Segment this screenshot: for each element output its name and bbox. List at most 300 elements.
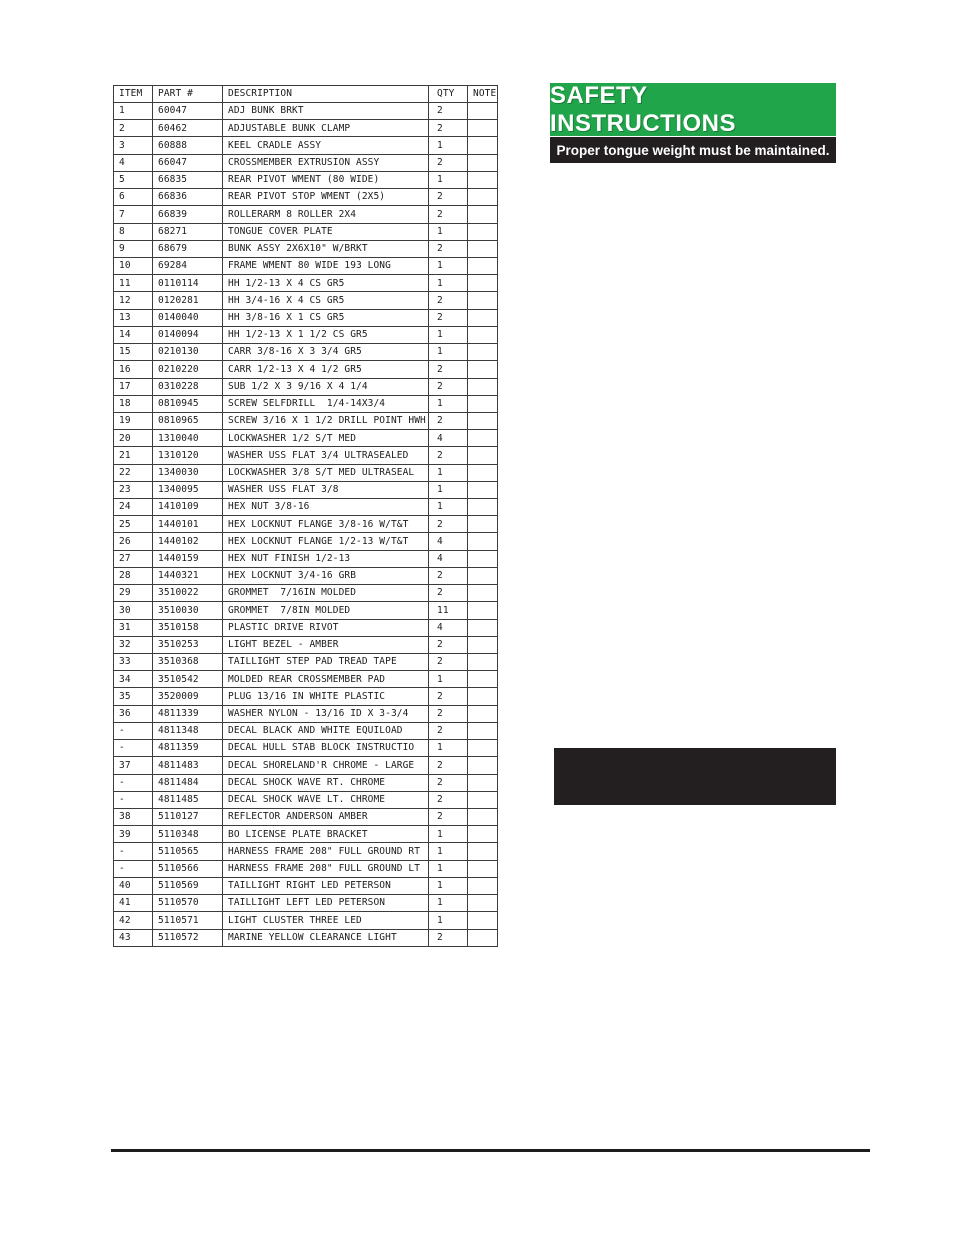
table-cell xyxy=(468,705,498,722)
table-cell xyxy=(468,171,498,188)
table-cell: 0140040 xyxy=(153,309,223,326)
table-cell: ADJUSTABLE BUNK CLAMP xyxy=(223,120,429,137)
table-row xyxy=(114,223,498,240)
parts-table xyxy=(113,85,498,947)
table-cell: 3510158 xyxy=(153,619,223,636)
table-cell: KEEL CRADLE ASSY xyxy=(223,137,429,154)
table-cell: 35 xyxy=(114,688,153,705)
table-cell: - xyxy=(114,740,153,757)
table-row xyxy=(114,516,498,533)
table-row xyxy=(114,722,498,739)
table-cell xyxy=(468,619,498,636)
table-cell: 36 xyxy=(114,705,153,722)
table-row xyxy=(114,791,498,808)
table-cell: 26 xyxy=(114,533,153,550)
table-cell: 11 xyxy=(429,602,468,619)
table-cell: 1440321 xyxy=(153,567,223,584)
table-cell: GROMMET 7/16IN MOLDED xyxy=(223,585,429,602)
table-cell: 1440159 xyxy=(153,550,223,567)
table-cell: 1 xyxy=(429,275,468,292)
table-cell: LOCKWASHER 3/8 S/T MED ULTRASEAL xyxy=(223,464,429,481)
table-cell: 29 xyxy=(114,585,153,602)
table-cell: HEX LOCKNUT FLANGE 1/2-13 W/T&T xyxy=(223,533,429,550)
table-cell: 66839 xyxy=(153,206,223,223)
table-cell: 2 xyxy=(114,120,153,137)
table-row xyxy=(114,206,498,223)
table-cell: 1 xyxy=(429,326,468,343)
table-cell: 21 xyxy=(114,447,153,464)
table-cell: 3510022 xyxy=(153,585,223,602)
table-row xyxy=(114,344,498,361)
table-cell: 2 xyxy=(429,516,468,533)
table-cell: TAILLIGHT STEP PAD TREAD TAPE xyxy=(223,654,429,671)
table-cell xyxy=(468,378,498,395)
table-row xyxy=(114,292,498,309)
table-cell: 1310040 xyxy=(153,430,223,447)
table-cell: 1 xyxy=(429,137,468,154)
table-cell: 0120281 xyxy=(153,292,223,309)
table-cell: CARR 3/8-16 X 3 3/4 GR5 xyxy=(223,344,429,361)
table-cell: 1 xyxy=(429,912,468,929)
table-row xyxy=(114,240,498,257)
table-cell: 2 xyxy=(429,688,468,705)
table-cell xyxy=(468,189,498,206)
table-header-cell: ITEM xyxy=(114,86,153,103)
table-cell: TAILLIGHT LEFT LED PETERSON xyxy=(223,895,429,912)
table-cell: HH 3/4-16 X 4 CS GR5 xyxy=(223,292,429,309)
table-cell xyxy=(468,860,498,877)
table-cell xyxy=(468,774,498,791)
table-cell: 66835 xyxy=(153,171,223,188)
table-row xyxy=(114,120,498,137)
table-cell xyxy=(468,808,498,825)
table-cell: 22 xyxy=(114,464,153,481)
table-cell: LIGHT BEZEL - AMBER xyxy=(223,636,429,653)
table-header-row xyxy=(114,86,498,103)
table-cell xyxy=(468,206,498,223)
table-cell xyxy=(468,499,498,516)
table-row xyxy=(114,447,498,464)
table-cell: 1 xyxy=(429,860,468,877)
table-row xyxy=(114,636,498,653)
table-row xyxy=(114,619,498,636)
table-cell: 1 xyxy=(429,344,468,361)
table-row xyxy=(114,412,498,429)
table-cell: 4811484 xyxy=(153,774,223,791)
table-cell: REFLECTOR ANDERSON AMBER xyxy=(223,808,429,825)
table-cell xyxy=(468,412,498,429)
table-cell: 2 xyxy=(429,636,468,653)
table-cell: HH 1/2-13 X 1 1/2 CS GR5 xyxy=(223,326,429,343)
table-row xyxy=(114,137,498,154)
safety-banner-title: SAFETY INSTRUCTIONS xyxy=(550,83,836,136)
table-cell: 28 xyxy=(114,567,153,584)
table-cell: CROSSMEMBER EXTRUSION ASSY xyxy=(223,154,429,171)
table-cell: 2 xyxy=(429,412,468,429)
table-cell xyxy=(468,516,498,533)
table-row xyxy=(114,895,498,912)
table-cell xyxy=(468,120,498,137)
table-cell: DECAL BLACK AND WHITE EQUILOAD xyxy=(223,722,429,739)
table-cell: MARINE YELLOW CLEARANCE LIGHT xyxy=(223,929,429,947)
redacted-black-box xyxy=(554,748,836,805)
table-cell: 1440102 xyxy=(153,533,223,550)
table-cell: 4 xyxy=(429,619,468,636)
table-cell: 14 xyxy=(114,326,153,343)
table-cell: 4811348 xyxy=(153,722,223,739)
table-cell: HARNESS FRAME 208" FULL GROUND RT xyxy=(223,843,429,860)
table-cell: PLASTIC DRIVE RIVOT xyxy=(223,619,429,636)
table-cell: 25 xyxy=(114,516,153,533)
table-cell: 1410109 xyxy=(153,499,223,516)
table-cell xyxy=(468,240,498,257)
table-cell: 2 xyxy=(429,929,468,947)
table-cell: WASHER NYLON - 13/16 ID X 3-3/4 xyxy=(223,705,429,722)
safety-banner xyxy=(550,83,836,163)
table-cell: 1 xyxy=(429,671,468,688)
table-row xyxy=(114,877,498,894)
table-cell xyxy=(468,843,498,860)
table-cell: 3510542 xyxy=(153,671,223,688)
table-cell xyxy=(468,671,498,688)
table-cell: 2 xyxy=(429,567,468,584)
table-cell: 1 xyxy=(429,499,468,516)
table-cell: HARNESS FRAME 208" FULL GROUND LT xyxy=(223,860,429,877)
safety-banner-subtitle: Proper tongue weight must be maintained. xyxy=(550,137,836,163)
table-cell: 4811359 xyxy=(153,740,223,757)
table-cell: 18 xyxy=(114,395,153,412)
table-cell: 60888 xyxy=(153,137,223,154)
parts-table-body xyxy=(114,103,498,947)
table-cell xyxy=(468,447,498,464)
table-cell: 0810965 xyxy=(153,412,223,429)
table-cell: 20 xyxy=(114,430,153,447)
table-row xyxy=(114,826,498,843)
table-cell xyxy=(468,464,498,481)
table-cell: 5110572 xyxy=(153,929,223,947)
table-row xyxy=(114,257,498,274)
table-cell xyxy=(468,740,498,757)
table-cell: GROMMET 7/8IN MOLDED xyxy=(223,602,429,619)
table-cell: 69284 xyxy=(153,257,223,274)
table-cell: - xyxy=(114,791,153,808)
table-cell: 2 xyxy=(429,774,468,791)
table-cell: 2 xyxy=(429,791,468,808)
table-cell: 30 xyxy=(114,602,153,619)
table-cell: 43 xyxy=(114,929,153,947)
table-cell xyxy=(468,826,498,843)
footer-rule xyxy=(111,1149,870,1152)
table-cell xyxy=(468,154,498,171)
table-cell: 1 xyxy=(429,843,468,860)
table-cell: 68679 xyxy=(153,240,223,257)
table-cell: 19 xyxy=(114,412,153,429)
table-cell: 1 xyxy=(429,826,468,843)
table-cell: REAR PIVOT WMENT (80 WIDE) xyxy=(223,171,429,188)
table-cell: 1 xyxy=(114,103,153,120)
table-row xyxy=(114,688,498,705)
table-cell xyxy=(468,550,498,567)
table-cell: 39 xyxy=(114,826,153,843)
table-cell: 5110570 xyxy=(153,895,223,912)
table-cell: TONGUE COVER PLATE xyxy=(223,223,429,240)
table-cell xyxy=(468,585,498,602)
table-cell: 2 xyxy=(429,585,468,602)
table-cell: 42 xyxy=(114,912,153,929)
table-cell xyxy=(468,103,498,120)
table-cell: 60047 xyxy=(153,103,223,120)
table-cell: BUNK ASSY 2X6X10" W/BRKT xyxy=(223,240,429,257)
table-cell: 2 xyxy=(429,189,468,206)
table-cell xyxy=(468,688,498,705)
table-cell: 7 xyxy=(114,206,153,223)
table-cell: 4811485 xyxy=(153,791,223,808)
table-cell: - xyxy=(114,722,153,739)
table-row xyxy=(114,326,498,343)
table-cell xyxy=(468,877,498,894)
table-cell: 2 xyxy=(429,447,468,464)
table-cell: 38 xyxy=(114,808,153,825)
table-cell: 5110127 xyxy=(153,808,223,825)
table-cell: 68271 xyxy=(153,223,223,240)
table-cell xyxy=(468,722,498,739)
table-cell: 5110571 xyxy=(153,912,223,929)
table-cell: HEX NUT 3/8-16 xyxy=(223,499,429,516)
table-row xyxy=(114,774,498,791)
table-row xyxy=(114,533,498,550)
table-cell: 0310228 xyxy=(153,378,223,395)
table-cell: 1 xyxy=(429,895,468,912)
table-row xyxy=(114,378,498,395)
table-cell xyxy=(468,895,498,912)
table-cell xyxy=(468,344,498,361)
table-row xyxy=(114,481,498,498)
table-cell: 31 xyxy=(114,619,153,636)
table-cell: 2 xyxy=(429,722,468,739)
table-cell: 2 xyxy=(429,240,468,257)
table-cell xyxy=(468,636,498,653)
table-cell: LIGHT CLUSTER THREE LED xyxy=(223,912,429,929)
table-cell: DECAL SHOCK WAVE RT. CHROME xyxy=(223,774,429,791)
table-cell: 4 xyxy=(429,533,468,550)
table-cell xyxy=(468,757,498,774)
table-cell: 5110565 xyxy=(153,843,223,860)
table-row xyxy=(114,567,498,584)
table-cell: PLUG 13/16 IN WHITE PLASTIC xyxy=(223,688,429,705)
table-cell: 2 xyxy=(429,378,468,395)
table-cell: FRAME WMENT 80 WIDE 193 LONG xyxy=(223,257,429,274)
table-cell: 0210220 xyxy=(153,361,223,378)
table-cell: 2 xyxy=(429,705,468,722)
table-cell: 33 xyxy=(114,654,153,671)
table-row xyxy=(114,550,498,567)
table-cell: 3 xyxy=(114,137,153,154)
table-cell: SCREW SELFDRILL 1/4-14X3/4 xyxy=(223,395,429,412)
table-cell: 2 xyxy=(429,154,468,171)
table-cell: 10 xyxy=(114,257,153,274)
table-row xyxy=(114,705,498,722)
table-cell: 66047 xyxy=(153,154,223,171)
table-cell xyxy=(468,395,498,412)
table-cell: BO LICENSE PLATE BRACKET xyxy=(223,826,429,843)
table-cell: TAILLIGHT RIGHT LED PETERSON xyxy=(223,877,429,894)
table-cell: 37 xyxy=(114,757,153,774)
table-cell: 1 xyxy=(429,740,468,757)
table-row xyxy=(114,275,498,292)
table-cell: 2 xyxy=(429,757,468,774)
table-cell: 24 xyxy=(114,499,153,516)
table-cell xyxy=(468,929,498,947)
table-cell: - xyxy=(114,860,153,877)
table-cell: 4811483 xyxy=(153,757,223,774)
table-header-cell: PART # xyxy=(153,86,223,103)
table-cell xyxy=(468,602,498,619)
table-row xyxy=(114,912,498,929)
table-cell: 2 xyxy=(429,309,468,326)
table-row xyxy=(114,154,498,171)
table-cell: 1340030 xyxy=(153,464,223,481)
table-header-cell: QTY xyxy=(429,86,468,103)
table-cell: 27 xyxy=(114,550,153,567)
table-cell: 1 xyxy=(429,464,468,481)
table-row xyxy=(114,929,498,947)
table-row xyxy=(114,808,498,825)
table-row xyxy=(114,171,498,188)
table-cell: DECAL SHORELAND'R CHROME - LARGE xyxy=(223,757,429,774)
table-cell: REAR PIVOT STOP WMENT (2X5) xyxy=(223,189,429,206)
table-cell: 2 xyxy=(429,361,468,378)
table-cell: 1310120 xyxy=(153,447,223,464)
table-cell: 34 xyxy=(114,671,153,688)
table-row xyxy=(114,189,498,206)
table-row xyxy=(114,430,498,447)
table-cell: 5110348 xyxy=(153,826,223,843)
table-row xyxy=(114,671,498,688)
table-cell: 8 xyxy=(114,223,153,240)
table-cell xyxy=(468,567,498,584)
table-cell: 0140094 xyxy=(153,326,223,343)
table-cell xyxy=(468,326,498,343)
table-cell: WASHER USS FLAT 3/4 ULTRASEALED xyxy=(223,447,429,464)
table-cell: ADJ BUNK BRKT xyxy=(223,103,429,120)
table-cell: LOCKWASHER 1/2 S/T MED xyxy=(223,430,429,447)
table-cell: 0210130 xyxy=(153,344,223,361)
table-cell: DECAL HULL STAB BLOCK INSTRUCTIO xyxy=(223,740,429,757)
table-cell xyxy=(468,257,498,274)
table-cell: ROLLERARM 8 ROLLER 2X4 xyxy=(223,206,429,223)
table-cell: - xyxy=(114,843,153,860)
table-row xyxy=(114,361,498,378)
table-cell: 1 xyxy=(429,257,468,274)
table-cell: 0810945 xyxy=(153,395,223,412)
table-cell: 1 xyxy=(429,223,468,240)
table-row xyxy=(114,103,498,120)
table-cell: 3510030 xyxy=(153,602,223,619)
table-row xyxy=(114,585,498,602)
table-cell xyxy=(468,791,498,808)
table-cell xyxy=(468,912,498,929)
table-cell xyxy=(468,223,498,240)
table-row xyxy=(114,309,498,326)
table-cell: 12 xyxy=(114,292,153,309)
table-cell: WASHER USS FLAT 3/8 xyxy=(223,481,429,498)
table-cell: 2 xyxy=(429,120,468,137)
table-cell: 13 xyxy=(114,309,153,326)
table-cell: 9 xyxy=(114,240,153,257)
table-cell: 1 xyxy=(429,877,468,894)
table-cell: SUB 1/2 X 3 9/16 X 4 1/4 xyxy=(223,378,429,395)
table-cell: 40 xyxy=(114,877,153,894)
table-row xyxy=(114,499,498,516)
table-row xyxy=(114,395,498,412)
table-cell: 15 xyxy=(114,344,153,361)
table-cell: 41 xyxy=(114,895,153,912)
table-cell: HH 3/8-16 X 1 CS GR5 xyxy=(223,309,429,326)
table-row xyxy=(114,602,498,619)
table-cell xyxy=(468,481,498,498)
table-cell: 1 xyxy=(429,171,468,188)
table-row xyxy=(114,740,498,757)
table-cell: 4 xyxy=(114,154,153,171)
table-cell: 1 xyxy=(429,481,468,498)
table-cell xyxy=(468,654,498,671)
table-cell: 17 xyxy=(114,378,153,395)
table-cell xyxy=(468,361,498,378)
table-cell: 16 xyxy=(114,361,153,378)
table-cell xyxy=(468,292,498,309)
table-row xyxy=(114,843,498,860)
table-cell: 6 xyxy=(114,189,153,206)
table-header-cell: DESCRIPTION xyxy=(223,86,429,103)
table-cell: HEX LOCKNUT FLANGE 3/8-16 W/T&T xyxy=(223,516,429,533)
table-cell: 2 xyxy=(429,808,468,825)
table-cell: HEX LOCKNUT 3/4-16 GRB xyxy=(223,567,429,584)
table-cell: CARR 1/2-13 X 4 1/2 GR5 xyxy=(223,361,429,378)
table-cell: 3510368 xyxy=(153,654,223,671)
table-cell: 0110114 xyxy=(153,275,223,292)
table-cell: 3520009 xyxy=(153,688,223,705)
table-cell: 5110569 xyxy=(153,877,223,894)
table-cell: 2 xyxy=(429,103,468,120)
table-cell: MOLDED REAR CROSSMEMBER PAD xyxy=(223,671,429,688)
table-cell: 3510253 xyxy=(153,636,223,653)
table-cell: DECAL SHOCK WAVE LT. CHROME xyxy=(223,791,429,808)
table-cell xyxy=(468,533,498,550)
table-cell: 2 xyxy=(429,654,468,671)
table-row xyxy=(114,860,498,877)
table-cell xyxy=(468,430,498,447)
table-cell: 1 xyxy=(429,395,468,412)
table-row xyxy=(114,757,498,774)
table-cell: 1340095 xyxy=(153,481,223,498)
table-cell xyxy=(468,137,498,154)
table-cell: 32 xyxy=(114,636,153,653)
table-cell: - xyxy=(114,774,153,791)
table-row xyxy=(114,464,498,481)
table-cell: 23 xyxy=(114,481,153,498)
table-cell: 2 xyxy=(429,292,468,309)
table-cell: HEX NUT FINISH 1/2-13 xyxy=(223,550,429,567)
table-cell xyxy=(468,309,498,326)
table-header-cell: NOTE xyxy=(468,86,498,103)
table-cell: 5110566 xyxy=(153,860,223,877)
table-cell xyxy=(468,275,498,292)
table-cell: HH 1/2-13 X 4 CS GR5 xyxy=(223,275,429,292)
table-row xyxy=(114,654,498,671)
table-cell: 4 xyxy=(429,430,468,447)
table-cell: 11 xyxy=(114,275,153,292)
table-cell: 60462 xyxy=(153,120,223,137)
